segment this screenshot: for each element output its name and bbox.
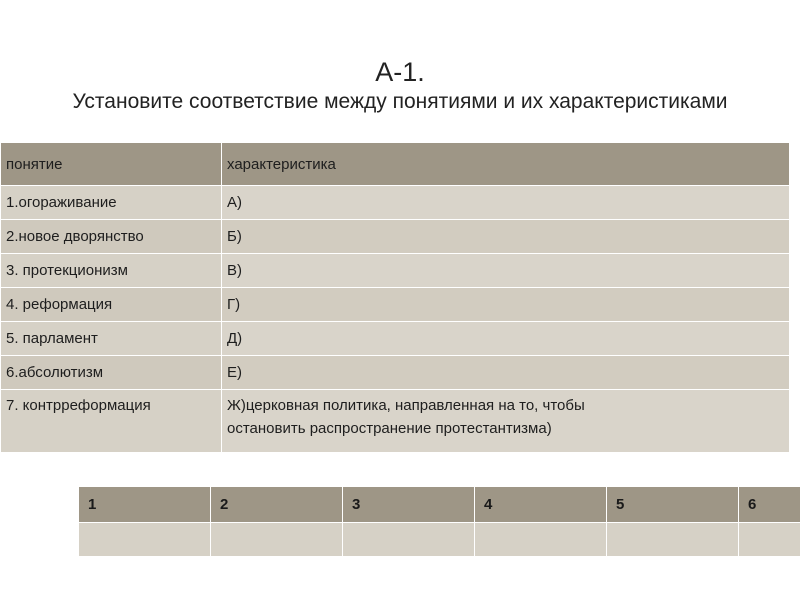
answer-cell[interactable] xyxy=(607,523,739,557)
matching-table-header xyxy=(1,143,790,186)
answer-number: 3 xyxy=(343,487,475,523)
concept-cell: 3. протекционизм xyxy=(1,254,222,288)
table-row xyxy=(1,322,790,356)
characteristic-cell: В) xyxy=(222,254,790,288)
concept-cell: 4. реформация xyxy=(1,288,222,322)
answer-cell[interactable] xyxy=(475,523,607,557)
answer-number: 1 xyxy=(79,487,211,523)
task-instruction: Установите соответствие между понятиями и их характеристиками xyxy=(72,90,728,113)
answer-cell[interactable] xyxy=(343,523,475,557)
concept-cell: 6.абсолютизм xyxy=(1,356,222,390)
characteristic-cell: Б) xyxy=(222,220,790,254)
answer-number: 4 xyxy=(475,487,607,523)
matching-table xyxy=(0,142,790,453)
answer-cell[interactable] xyxy=(211,523,343,557)
table-row xyxy=(1,220,790,254)
concept-cell: 1.огораживание xyxy=(1,186,222,220)
characteristic-cell: Д) xyxy=(222,322,790,356)
answer-cells-row xyxy=(79,523,800,557)
characteristic-cell: Е) xyxy=(222,356,790,390)
table-row xyxy=(1,254,790,288)
answer-numbers-row xyxy=(79,487,800,523)
header-concept: понятие xyxy=(1,143,222,186)
concept-cell: 2.новое дворянство xyxy=(1,220,222,254)
concept-cell: 7. контрреформация xyxy=(1,390,222,453)
characteristic-cell: Ж)церковная политика, направленная на то, чтобы остановить распространение протестантизма) xyxy=(222,390,790,453)
answer-number: 5 xyxy=(607,487,739,523)
table-row xyxy=(1,288,790,322)
task-code: А-1. xyxy=(375,57,425,87)
header-characteristic: характеристика xyxy=(222,143,790,186)
answer-number: 2 xyxy=(211,487,343,523)
characteristic-cell: А) xyxy=(222,186,790,220)
answer-cell[interactable] xyxy=(79,523,211,557)
answer-table xyxy=(78,486,800,557)
characteristic-cell: Г) xyxy=(222,288,790,322)
table-row xyxy=(1,356,790,390)
table-row xyxy=(1,186,790,220)
table-row xyxy=(1,390,790,453)
answer-number: 6 xyxy=(739,487,800,523)
concept-cell: 5. парламент xyxy=(1,322,222,356)
answer-cell[interactable] xyxy=(739,523,800,557)
